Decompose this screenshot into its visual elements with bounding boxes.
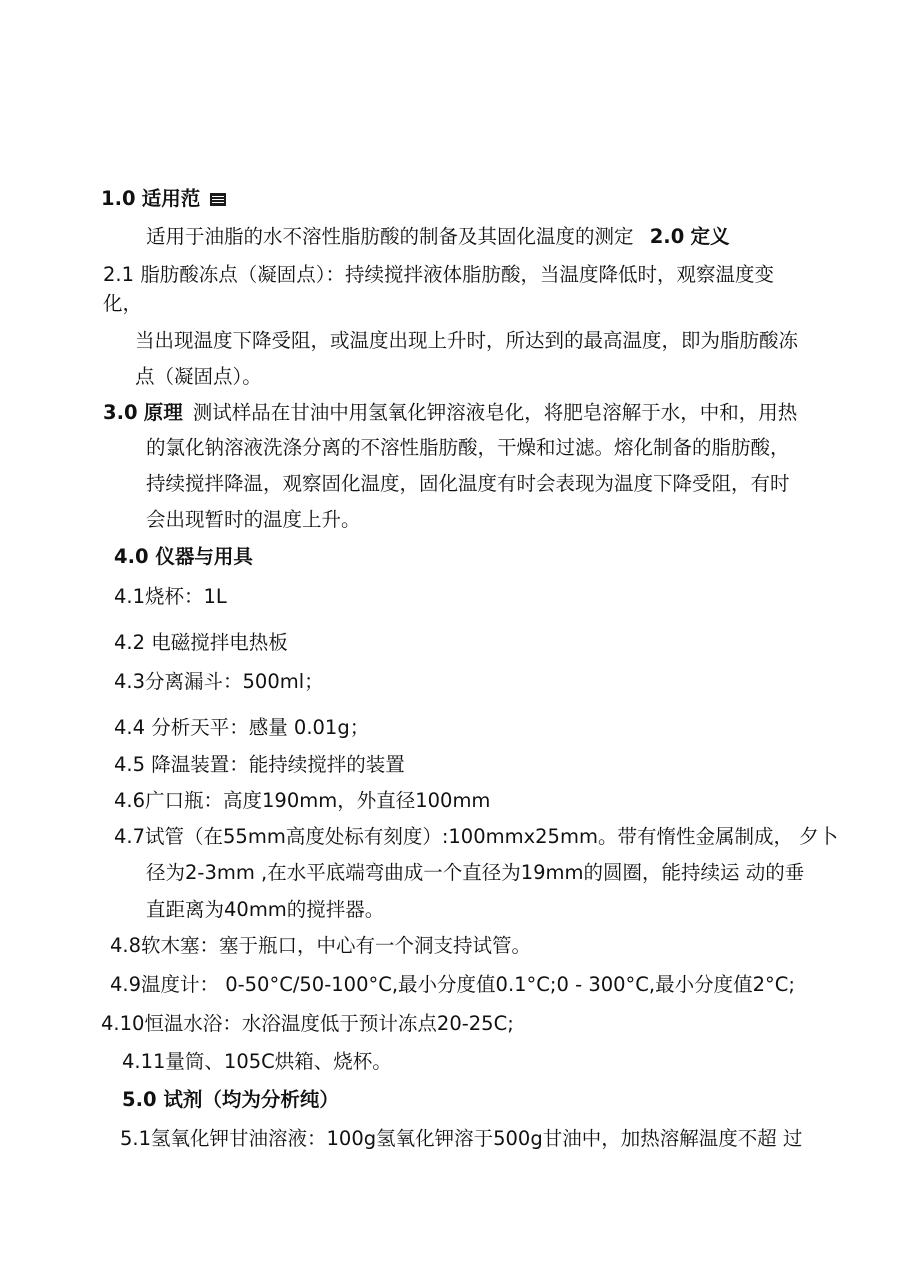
equipment-item-6: 4.6广口瓶：高度190mm，外直径100mm — [114, 789, 491, 812]
section-4-heading: 4.0 仪器与用具 — [114, 545, 253, 568]
definition-line-3: 当出现温度下降受阻，或温度出现上升时，所达到的最高温度，即为脂肪酸冻 — [135, 329, 799, 352]
section-3-line-1 — [103, 401, 797, 425]
principle-line-2: 的氯化钠溶液洗涤分离的不溶性脂肪酸，干燥和过滤。熔化制备的脂肪酸， — [146, 436, 790, 459]
principle-line-1: 测试样品在甘油中用氢氧化钾溶液皂化，将肥皂溶解于水，中和，用热 — [192, 401, 798, 424]
section-1-heading — [101, 187, 226, 211]
equipment-item-11: 4.11量筒、105C烘箱、烧杯。 — [122, 1050, 392, 1073]
equipment-item-7-line-3: 直距离为40mm的搅拌器。 — [146, 898, 385, 921]
section-2-number: 2.0 — [649, 225, 685, 248]
equipment-item-8: 4.8软木塞：塞于瓶口，中心有一个洞支持试管。 — [110, 934, 532, 957]
section-1-number: 1.0 — [101, 187, 136, 210]
definition-line-1: 2.1 脂肪酸冻点（凝固点）：持续搅拌液体脂肪酸，当温度降低时，观察温度变 — [103, 263, 774, 286]
equipment-item-10: 4.10恒温水浴：水浴温度低于预计冻点20-25C; — [101, 1012, 514, 1035]
equipment-item-7-line-1: 4.7试管（在55mm高度处标有刻度）:100mmx25mm。带有惰性金属制成， 夕卜 — [114, 825, 839, 848]
section-2-title: 定义 — [690, 225, 730, 248]
scope-text: 适用于油脂的水不溶性脂肪酸的制备及其固化温度的测定 — [146, 225, 634, 248]
section-5-heading: 5.0 试剂（均为分析纯） — [122, 1088, 339, 1111]
section-1-body — [146, 225, 729, 249]
section-3-title: 原理 — [143, 401, 183, 424]
principle-line-4: 会出现暂时的温度上升。 — [146, 508, 361, 531]
equipment-item-3: 4.3分离漏斗：500ml； — [114, 670, 324, 693]
section-3-number: 3.0 — [103, 401, 138, 424]
equipment-item-7-line-2: 径为2-3mm ,在水平底端弯曲成一个直径为19mm的圆圈，能持续运 动的垂 — [146, 861, 805, 884]
equipment-item-5: 4.5 降温装置：能持续搅拌的装置 — [114, 753, 405, 776]
equipment-item-1: 4.1烧杯：1L — [114, 585, 227, 608]
equipment-item-9: 4.9温度计： 0-50°C/50-100°C,最小分度值0.1°C;0 - 300°C,最小分度值2°C; — [110, 973, 795, 996]
book-icon — [210, 193, 226, 206]
section-1-title: 适用范 — [141, 187, 201, 210]
principle-line-3: 持续搅拌降温，观察固化温度，固化温度有时会表现为温度下降受阻，有时 — [146, 472, 790, 495]
definition-line-2: 化， — [103, 292, 143, 315]
equipment-item-4: 4.4 分析天平：感量 0.01g； — [114, 716, 370, 739]
definition-line-4: 点（凝固点）。 — [135, 365, 262, 388]
reagent-item-1: 5.1氢氧化钾甘油溶液：100g氢氧化钾溶于500g甘油中，加热溶解温度不超 过 — [120, 1127, 803, 1150]
equipment-item-2: 4.2 电磁搅拌电热板 — [114, 631, 288, 654]
